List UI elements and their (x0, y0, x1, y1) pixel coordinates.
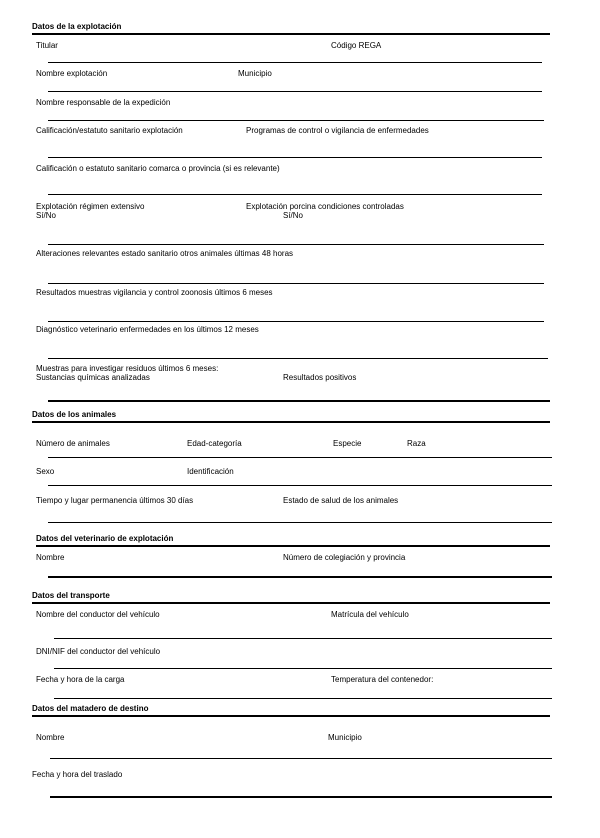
label-si-no-porcina: Sí/No (283, 211, 304, 220)
section-title-veterinario: Datos del veterinario de explotación (36, 534, 174, 543)
label-titular: Titular (36, 41, 58, 50)
field-line-matadero[interactable] (50, 758, 552, 759)
section-rule (36, 545, 550, 547)
label-regimen-extensivo: Explotación régimen extensivo (36, 202, 145, 211)
label-identificacion: Identificación (187, 467, 234, 476)
label-programas: Programas de control o vigilancia de enfermedades (246, 126, 429, 135)
label-municipio: Municipio (238, 69, 272, 78)
section-rule (32, 602, 550, 604)
field-line-alteraciones[interactable] (48, 283, 544, 284)
section-title-explotacion: Datos de la explotación (32, 22, 122, 31)
label-numero-animales: Número de animales (36, 439, 110, 448)
label-porcina: Explotación porcina condiciones controladas (246, 202, 404, 211)
field-line-sexo[interactable] (48, 485, 552, 486)
label-dni: DNI/NIF del conductor del vehículo (36, 647, 161, 656)
label-nombre-explotacion: Nombre explotación (36, 69, 108, 78)
label-sexo: Sexo (36, 467, 55, 476)
field-line-fecha-traslado[interactable] (50, 796, 552, 798)
label-fecha-carga: Fecha y hora de la carga (36, 675, 125, 684)
section-rule (32, 421, 550, 423)
label-matadero-municipio: Municipio (328, 733, 362, 742)
field-line-calificacion[interactable] (48, 157, 542, 158)
label-matadero-nombre: Nombre (36, 733, 65, 742)
section-title-matadero: Datos del matadero de destino (32, 704, 149, 713)
field-line-responsable[interactable] (48, 120, 544, 121)
label-veterinario-nombre: Nombre (36, 553, 65, 562)
label-conductor: Nombre del conductor del vehículo (36, 610, 160, 619)
section-title-animales: Datos de los animales (32, 410, 117, 419)
field-line-dni[interactable] (54, 668, 552, 669)
field-line-fecha-carga[interactable] (54, 698, 552, 699)
field-line-residuos[interactable] (48, 400, 550, 402)
label-calificacion: Calificación/estatuto sanitario explotación (36, 126, 183, 135)
label-muestras-residuos: Muestras para investigar residuos últimos 6 meses: (36, 364, 219, 373)
label-codigo-rega: Código REGA (331, 41, 382, 50)
label-resultados-positivos: Resultados positivos (283, 373, 357, 382)
label-si-no-extensivo: Sí/No (36, 211, 57, 220)
field-line-calificacion-comarca[interactable] (48, 194, 542, 195)
section-rule (32, 715, 550, 717)
field-line-tiempo-lugar[interactable] (48, 522, 552, 523)
label-calificacion-comarca: Calificación o estatuto sanitario comarca o provincia (si es relevante) (36, 164, 280, 173)
label-temperatura: Temperatura del contenedor: (331, 675, 434, 684)
label-matricula: Matrícula del vehículo (331, 610, 409, 619)
section-rule (32, 33, 550, 35)
field-line-titular[interactable] (48, 62, 542, 63)
label-fecha-traslado: Fecha y hora del traslado (32, 770, 123, 779)
label-colegiacion: Número de colegiación y provincia (283, 553, 406, 562)
field-line-numero-animales[interactable] (48, 457, 552, 458)
label-tiempo-lugar: Tiempo y lugar permanencia últimos 30 días (36, 496, 194, 505)
label-edad-categoria: Edad-categoría (187, 439, 242, 448)
label-sustancias: Sustancias químicas analizadas (36, 373, 150, 382)
label-raza: Raza (407, 439, 426, 448)
label-estado-salud: Estado de salud de los animales (283, 496, 399, 505)
field-line-nombre-explotacion[interactable] (48, 91, 542, 92)
field-line-diagnostico[interactable] (48, 358, 548, 359)
label-especie: Especie (333, 439, 362, 448)
label-diagnostico: Diagnóstico veterinario enfermedades en los últimos 12 meses (36, 325, 259, 334)
field-line-regimen[interactable] (48, 244, 544, 245)
field-line-conductor[interactable] (54, 638, 552, 639)
label-alteraciones: Alteraciones relevantes estado sanitario otros animales últimas 48 horas (36, 249, 294, 258)
section-title-transporte: Datos del transporte (32, 591, 110, 600)
field-line-resultados-muestras[interactable] (48, 321, 544, 322)
field-line-veterinario[interactable] (48, 576, 552, 578)
label-resultados-muestras: Resultados muestras vigilancia y control zoonosis últimos 6 meses (36, 288, 273, 297)
label-responsable: Nombre responsable de la expedición (36, 98, 171, 107)
